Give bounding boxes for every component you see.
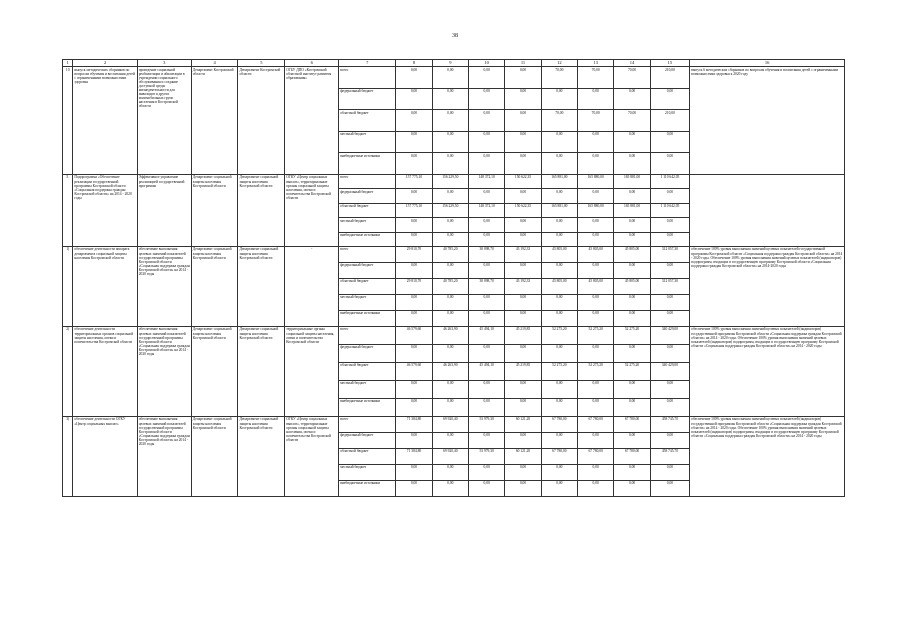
amount-cell: 1 110 642,05: [650, 203, 689, 217]
row-number: 10: [63, 67, 73, 175]
amount-cell: 0,00: [468, 218, 504, 232]
amount-cell: 70,00: [578, 110, 614, 132]
amount-cell: 43 192,33: [505, 246, 541, 262]
funding-source-cell: областной бюджет: [339, 448, 396, 464]
amount-cell: 165 880,00: [578, 174, 614, 188]
amount-cell: 0,00: [468, 294, 504, 310]
amount-cell: 0,00: [541, 131, 577, 153]
funding-source-cell: внебюджетные источники: [339, 480, 396, 496]
amount-cell: 69 920,40: [432, 416, 468, 432]
amount-cell: 67 780,00: [578, 448, 614, 464]
amount-cell: 156 229,50: [432, 203, 468, 217]
responsible-cell: Департамент социальной защиты населения Костромской области: [191, 246, 238, 326]
goal-cell: обеспечение выполнения целевых значений показателей государственной программы Костромской области «Социальная поддержка граждан Костромской области» на 2014 - 2020 годы: [137, 416, 191, 496]
amount-cell: 67 780,00: [614, 416, 650, 432]
amount-cell: 0,00: [396, 262, 432, 278]
amount-cell: 0,00: [650, 344, 689, 362]
amount-cell: 52 275,20: [578, 362, 614, 380]
amount-cell: 0,00: [614, 153, 650, 175]
amount-cell: 0,00: [505, 232, 541, 246]
row-number: 2): [63, 326, 73, 416]
amount-cell: 165 881,00: [614, 203, 650, 217]
amount-cell: 0,00: [614, 262, 650, 278]
funding-source-cell: местный бюджет: [339, 464, 396, 480]
funding-source-cell: всего: [339, 326, 396, 344]
responsible-cell: Департамент социальной защиты населения Костромской области: [191, 416, 238, 496]
amount-cell: 0,00: [578, 131, 614, 153]
amount-cell: 0,00: [505, 153, 541, 175]
amount-cell: 0,00: [541, 294, 577, 310]
header-cell: 4: [191, 60, 238, 67]
amount-cell: 0,00: [396, 398, 432, 416]
amount-cell: 60 121,20: [505, 448, 541, 464]
amount-cell: 46 263,90: [432, 362, 468, 380]
table-row: [63, 416, 845, 432]
amount-cell: 0,00: [614, 310, 650, 326]
amount-cell: 0,00: [650, 189, 689, 203]
amount-cell: 67 780,00: [614, 448, 650, 464]
amount-cell: 0,00: [396, 310, 432, 326]
header-cell: 14: [614, 60, 650, 67]
amount-cell: 0,00: [505, 380, 541, 398]
amount-cell: 0,00: [396, 344, 432, 362]
amount-cell: 0,00: [432, 189, 468, 203]
amount-cell: 0,00: [614, 464, 650, 480]
amount-cell: 0,00: [578, 232, 614, 246]
amount-cell: 0,00: [578, 344, 614, 362]
amount-cell: 46 579,60: [396, 326, 432, 344]
header-cell: 13: [578, 60, 614, 67]
goal-cell: обеспечение выполнения целевых значений показателей государственной программы Костромской области «Социальная поддержка граждан Костромской области» на 2014 - 2020 годы: [137, 326, 191, 416]
amount-cell: 340 429,00: [650, 362, 689, 380]
funding-source-cell: всего: [339, 174, 396, 188]
header-cell: 6: [285, 60, 339, 67]
amount-cell: 0,00: [432, 232, 468, 246]
amount-cell: 53 979,30: [468, 448, 504, 464]
expected-result-cell: обеспечение 100% уровня выполнения значений целевых показателей (индикаторов) государственной программы Костромской области «Социальная поддержка граждан Костромской области» на 2014 - 2020 годы. Обеспечение 100% уровня выполнения значений целевых показателей (индикаторов) подпрограмм, входящих в государственную программу Костромской области «Социальная поддержка граждан Костромской области» на 2014 - 2020 годы: [690, 326, 845, 416]
amount-cell: 0,00: [578, 480, 614, 496]
funding-source-cell: федеральный бюджет: [339, 88, 396, 110]
amount-cell: 69 920,40: [432, 448, 468, 464]
amount-cell: 0,00: [505, 262, 541, 278]
amount-cell: 45 805,00: [614, 278, 650, 294]
amount-cell: 165 881,00: [614, 174, 650, 188]
amount-cell: 148 372,10: [468, 203, 504, 217]
table-row: [63, 174, 845, 188]
amount-cell: 0,00: [432, 262, 468, 278]
amount-cell: 0,00: [468, 432, 504, 448]
amount-cell: 0,00: [505, 310, 541, 326]
amount-cell: 67 780,00: [541, 448, 577, 464]
amount-cell: 46 579,60: [396, 362, 432, 380]
amount-cell: 0,00: [432, 480, 468, 496]
header-cell: 16: [690, 60, 845, 67]
amount-cell: 0,00: [432, 110, 468, 132]
row-number: 1): [63, 246, 73, 326]
amount-cell: 0,00: [432, 464, 468, 480]
amount-cell: 0,00: [396, 110, 432, 132]
amount-cell: 0,00: [650, 432, 689, 448]
amount-cell: 45 805,00: [614, 246, 650, 262]
participant-cell: ОГКУ «Центр социальных выплат», территориальные органы социальной защиты населения, опеки и попечительства Костромской области: [285, 416, 339, 496]
amount-cell: 0,00: [432, 218, 468, 232]
amount-cell: 210,00: [650, 110, 689, 132]
amount-cell: 0,00: [396, 131, 432, 153]
header-row: [63, 60, 845, 67]
amount-cell: 0,00: [396, 67, 432, 89]
amount-cell: 0,00: [541, 432, 577, 448]
amount-cell: 45 805,00: [541, 278, 577, 294]
amount-cell: 458 745,70: [650, 416, 689, 432]
amount-cell: 0,00: [650, 480, 689, 496]
funding-source-cell: внебюджетные источники: [339, 153, 396, 175]
amount-cell: 0,00: [578, 380, 614, 398]
coexecutor-cell: Департамент Костромской области: [238, 67, 285, 175]
amount-cell: 0,00: [578, 218, 614, 232]
amount-cell: 0,00: [541, 189, 577, 203]
amount-cell: 0,00: [650, 88, 689, 110]
funding-source-cell: всего: [339, 416, 396, 432]
amount-cell: 45 805,00: [578, 278, 614, 294]
amount-cell: 0,00: [578, 262, 614, 278]
amount-cell: 0,00: [468, 153, 504, 175]
amount-cell: 312 057,30: [650, 278, 689, 294]
activity-name-cell: обеспечение деятельности территориальных органов социальной защиты населения, опеки и попечительства Костромской области: [73, 326, 137, 416]
amount-cell: 29 810,70: [396, 278, 432, 294]
funding-source-cell: внебюджетные источники: [339, 310, 396, 326]
amount-cell: 0,00: [578, 464, 614, 480]
header-cell: 8: [396, 60, 432, 67]
amount-cell: 0,00: [432, 153, 468, 175]
amount-cell: 0,00: [505, 131, 541, 153]
coexecutor-cell: Департамент социальной защиты населения Костромской области: [238, 174, 285, 246]
amount-cell: 0,00: [396, 153, 432, 175]
amount-cell: 0,00: [541, 88, 577, 110]
amount-cell: 0,00: [578, 294, 614, 310]
amount-cell: 0,00: [505, 464, 541, 480]
funding-source-cell: федеральный бюджет: [339, 344, 396, 362]
participant-cell: -: [285, 246, 339, 326]
amount-cell: 30 098,70: [468, 278, 504, 294]
amount-cell: 53 979,30: [468, 416, 504, 432]
row-number: 3): [63, 416, 73, 496]
activity-name-cell: Подпрограмма «Обеспечение реализации государственной программы Костромской области «Социальная поддержка граждан Костромской области» на 2014 - 2020 годы: [73, 174, 137, 246]
amount-cell: 71 384,80: [396, 448, 432, 464]
amount-cell: 0,00: [614, 218, 650, 232]
header-cell: 7: [339, 60, 396, 67]
amount-cell: 0,00: [505, 480, 541, 496]
amount-cell: 0,00: [650, 310, 689, 326]
amount-cell: 0,00: [396, 294, 432, 310]
table-body: [63, 60, 845, 497]
amount-cell: 0,00: [578, 310, 614, 326]
header-cell: 12: [541, 60, 577, 67]
amount-cell: 157 775,10: [396, 203, 432, 217]
amount-cell: 0,00: [468, 131, 504, 153]
amount-cell: 0,00: [432, 88, 468, 110]
goal-cell: обеспечение выполнения целевых значений показателей государственной программы Костромской области «Социальная поддержка граждан Костромской области» на 2014 - 2020 годы: [137, 246, 191, 326]
amount-cell: 0,00: [505, 398, 541, 416]
amount-cell: 0,00: [614, 344, 650, 362]
amount-cell: 0,00: [578, 88, 614, 110]
responsible-cell: Департамент социальной защиты населения Костромской области: [191, 326, 238, 416]
amount-cell: 340 429,00: [650, 326, 689, 344]
amount-cell: 0,00: [650, 131, 689, 153]
amount-cell: 70,00: [614, 110, 650, 132]
amount-cell: 0,00: [432, 380, 468, 398]
amount-cell: 0,00: [505, 189, 541, 203]
amount-cell: 0,00: [505, 344, 541, 362]
activity-name-cell: обеспечение деятельности аппарата департамента социальной защиты населения Костромской области: [73, 246, 137, 326]
funding-source-cell: местный бюджет: [339, 380, 396, 398]
amount-cell: 0,00: [432, 67, 468, 89]
amount-cell: 0,00: [432, 398, 468, 416]
goal-cell: проведение социальной реабилитации и абилитации в учреждении социального обслуживания и создание доступной среды жизнедеятельности для инвалидов и других маломобильных групп населения в Костромской области: [137, 67, 191, 175]
responsible-cell: Департамент социальной защиты населения Костромской области: [191, 174, 238, 246]
funding-source-cell: местный бюджет: [339, 218, 396, 232]
amount-cell: 0,00: [541, 344, 577, 362]
amount-cell: 52 275,20: [614, 362, 650, 380]
funding-source-cell: местный бюджет: [339, 294, 396, 310]
participant-cell: ОГКУ «Центр социальных выплат», территориальные органы социальной защиты населения, опеки и попечительства Костромской области: [285, 174, 339, 246]
amount-cell: 148 372,10: [468, 174, 504, 188]
amount-cell: 0,00: [468, 88, 504, 110]
amount-cell: 0,00: [505, 294, 541, 310]
amount-cell: 52 275,20: [614, 326, 650, 344]
amount-cell: 0,00: [614, 432, 650, 448]
amount-cell: 0,00: [505, 432, 541, 448]
amount-cell: 71 384,80: [396, 416, 432, 432]
expected-result-cell: выпуск 6 методических сборников по вопросам обучения и воспитания детей с ограниченными возможностями здоровья к 2020 году: [690, 67, 845, 175]
amount-cell: 0,00: [505, 88, 541, 110]
amount-cell: 0,00: [468, 232, 504, 246]
amount-cell: 0,00: [468, 464, 504, 480]
funding-source-cell: всего: [339, 246, 396, 262]
table-row: [63, 326, 845, 344]
funding-source-cell: федеральный бюджет: [339, 262, 396, 278]
amount-cell: 70,00: [541, 110, 577, 132]
amount-cell: 0,00: [432, 432, 468, 448]
amount-cell: 0,00: [396, 218, 432, 232]
amount-cell: 165 880,00: [578, 203, 614, 217]
amount-cell: 0,00: [396, 480, 432, 496]
amount-cell: 150 622,35: [505, 203, 541, 217]
amount-cell: 0,00: [650, 380, 689, 398]
responsible-cell: Департамент Костромской области: [191, 67, 238, 175]
header-cell: 1: [63, 60, 73, 67]
amount-cell: 45 219,85: [505, 362, 541, 380]
amount-cell: 0,00: [541, 153, 577, 175]
amount-cell: 0,00: [468, 480, 504, 496]
amount-cell: 0,00: [505, 218, 541, 232]
amount-cell: 156 229,50: [432, 174, 468, 188]
goal-cell: Эффективное управление реализацией государственной программы: [137, 174, 191, 246]
amount-cell: 210,00: [650, 67, 689, 89]
amount-cell: 0,00: [614, 294, 650, 310]
coexecutor-cell: Департамент социальной защиты населения Костромской области: [238, 246, 285, 326]
amount-cell: 0,00: [468, 380, 504, 398]
amount-cell: 0,00: [432, 131, 468, 153]
amount-cell: 0,00: [468, 262, 504, 278]
amount-cell: 0,00: [505, 110, 541, 132]
funding-source-cell: федеральный бюджет: [339, 189, 396, 203]
amount-cell: 45 219,85: [505, 326, 541, 344]
amount-cell: 0,00: [468, 110, 504, 132]
amount-cell: 0,00: [650, 294, 689, 310]
amount-cell: 0,00: [396, 88, 432, 110]
funding-source-cell: внебюджетные источники: [339, 232, 396, 246]
amount-cell: 0,00: [468, 189, 504, 203]
amount-cell: 0,00: [614, 480, 650, 496]
amount-cell: 0,00: [541, 218, 577, 232]
activity-name-cell: выпуск методических сборников по вопросам обучения и воспитания детей с ограниченными возможностями здоровья: [73, 67, 137, 175]
amount-cell: 0,00: [396, 232, 432, 246]
amount-cell: 70,00: [578, 67, 614, 89]
expected-result-cell: обеспечение 100% уровня выполнения значений целевых показателей (индикаторов) государственной программы Костромской области «Социальная поддержка граждан Костромской области» на 2014 - 2020 годы. Обеспечение 100% уровня выполнения значений целевых показателей (индикаторов) подпрограмм, входящих в государственную программу Костромской области «Социальная поддержка граждан Костромской области» на 2014 - 2020 годы: [690, 416, 845, 496]
amount-cell: 0,00: [541, 464, 577, 480]
program-table: [62, 59, 845, 497]
amount-cell: 0,00: [541, 310, 577, 326]
amount-cell: 0,00: [650, 464, 689, 480]
amount-cell: 458 745,70: [650, 448, 689, 464]
funding-source-cell: областной бюджет: [339, 362, 396, 380]
funding-source-cell: областной бюджет: [339, 110, 396, 132]
header-cell: 5: [238, 60, 285, 67]
amount-cell: 312 057,30: [650, 246, 689, 262]
amount-cell: 40 785,20: [432, 278, 468, 294]
amount-cell: 0,00: [541, 398, 577, 416]
amount-cell: 0,00: [541, 380, 577, 398]
coexecutor-cell: Департамент социальной защиты населения Костромской области: [238, 416, 285, 496]
amount-cell: 0,00: [650, 398, 689, 416]
amount-cell: 0,00: [432, 344, 468, 362]
amount-cell: 0,00: [396, 189, 432, 203]
table-row: [63, 246, 845, 262]
amount-cell: 0,00: [650, 232, 689, 246]
funding-source-cell: внебюджетные источники: [339, 398, 396, 416]
funding-source-cell: федеральный бюджет: [339, 432, 396, 448]
amount-cell: 0,00: [578, 432, 614, 448]
funding-source-cell: местный бюджет: [339, 131, 396, 153]
amount-cell: 45 805,00: [578, 246, 614, 262]
amount-cell: 45 494,10: [468, 362, 504, 380]
table-row: [63, 67, 845, 89]
amount-cell: 0,00: [614, 88, 650, 110]
amount-cell: 45 494,10: [468, 326, 504, 344]
participant-cell: ОГБУ ДПО «Костромской областной институт развития образования»: [285, 67, 339, 175]
amount-cell: 0,00: [578, 398, 614, 416]
header-cell: 11: [505, 60, 541, 67]
amount-cell: 0,00: [396, 464, 432, 480]
amount-cell: 0,00: [614, 232, 650, 246]
funding-source-cell: областной бюджет: [339, 278, 396, 294]
amount-cell: 0,00: [650, 153, 689, 175]
amount-cell: 0,00: [505, 67, 541, 89]
amount-cell: 0,00: [541, 480, 577, 496]
amount-cell: 0,00: [468, 344, 504, 362]
expected-result-cell: обеспечение 100% уровня выполнения значений целевых показателей государственной программы Костромской области «Социальная поддержка граждан Костромской области» на 2014 - 2020 годы. Обеспечение 100% уровня выполнения значений целевых показателей (индикаторов) подпрограмм, входящих в государственную программу Костромской области «Социальная поддержка граждан Костромской области» на 2014-2020 годы: [690, 246, 845, 326]
amount-cell: 0,00: [541, 262, 577, 278]
row-number: 5.: [63, 174, 73, 246]
amount-cell: 0,00: [396, 380, 432, 398]
amount-cell: 0,00: [614, 189, 650, 203]
header-cell: 15: [650, 60, 689, 67]
amount-cell: 40 785,20: [432, 246, 468, 262]
amount-cell: 0,00: [650, 262, 689, 278]
amount-cell: 30 098,70: [468, 246, 504, 262]
amount-cell: 0,00: [541, 232, 577, 246]
amount-cell: 0,00: [468, 67, 504, 89]
funding-source-cell: областной бюджет: [339, 203, 396, 217]
amount-cell: 0,00: [614, 380, 650, 398]
amount-cell: 60 121,20: [505, 416, 541, 432]
amount-cell: 0,00: [614, 131, 650, 153]
funding-source-cell: всего: [339, 67, 396, 89]
amount-cell: 0,00: [432, 294, 468, 310]
amount-cell: 52 275,20: [541, 362, 577, 380]
amount-cell: 0,00: [468, 398, 504, 416]
amount-cell: 157 775,10: [396, 174, 432, 188]
coexecutor-cell: Департамент социальной защиты населения Костромской области: [238, 326, 285, 416]
expected-result-cell: [690, 174, 845, 246]
amount-cell: 0,00: [578, 153, 614, 175]
header-cell: 9: [432, 60, 468, 67]
amount-cell: 1 110 642,05: [650, 174, 689, 188]
activity-name-cell: обеспечение деятельности ОГКУ «Центр социальных выплат»: [73, 416, 137, 496]
amount-cell: 46 263,90: [432, 326, 468, 344]
amount-cell: 0,00: [650, 218, 689, 232]
amount-cell: 70,00: [541, 67, 577, 89]
amount-cell: 0,00: [468, 310, 504, 326]
header-cell: 2: [73, 60, 137, 67]
amount-cell: 0,00: [614, 398, 650, 416]
amount-cell: 150 622,35: [505, 174, 541, 188]
header-cell: 3: [137, 60, 191, 67]
amount-cell: 0,00: [396, 432, 432, 448]
page-number: 38: [452, 33, 458, 39]
amount-cell: 52 275,20: [541, 326, 577, 344]
amount-cell: 67 780,00: [578, 416, 614, 432]
amount-cell: 52 275,20: [578, 326, 614, 344]
header-cell: 10: [468, 60, 504, 67]
amount-cell: 0,00: [432, 310, 468, 326]
amount-cell: 67 780,00: [541, 416, 577, 432]
amount-cell: 29 810,70: [396, 246, 432, 262]
participant-cell: территориальные органы социальной защиты населения, опеки и попечительства Костромской области: [285, 326, 339, 416]
amount-cell: 165 881,00: [541, 174, 577, 188]
amount-cell: 0,00: [578, 189, 614, 203]
amount-cell: 43 192,33: [505, 278, 541, 294]
amount-cell: 165 881,00: [541, 203, 577, 217]
amount-cell: 70,00: [614, 67, 650, 89]
amount-cell: 45 805,00: [541, 246, 577, 262]
